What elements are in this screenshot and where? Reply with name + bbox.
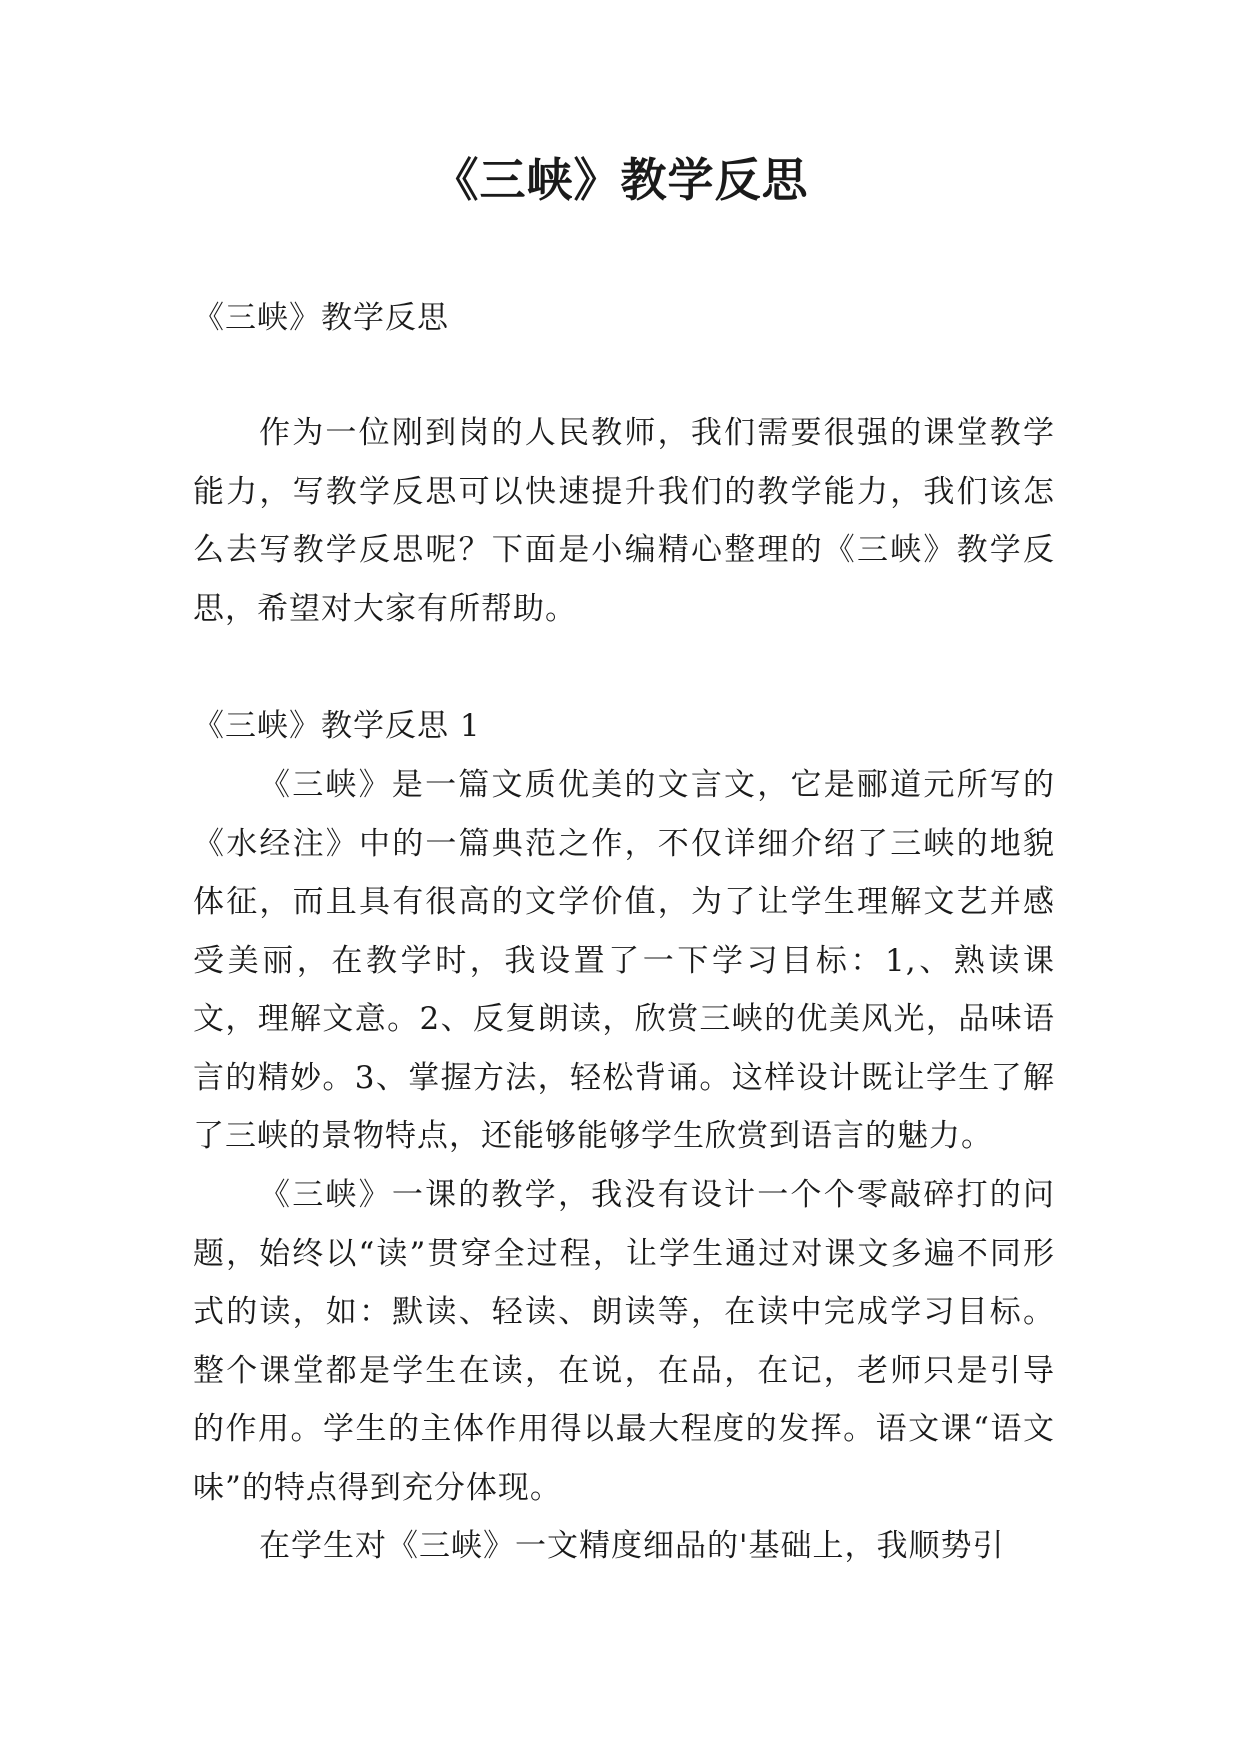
section-paragraph: 《三峡》是一篇文质优美的文言文，它是郦道元所写的《水经注》中的一篇典范之作，不仅详细介绍了三峡的地貌体征，而且具有很高的文学价值，为了让学生理解文艺并感受美丽，在教学时，我设置了一下学习目标：1,、熟读课文，理解文意。2、反复朗读，欣赏三峡的优美风光，品味语言的精妙。3、掌握方法，轻松背诵。这样设计既让学生了解了三峡的景物特点，还能够能够学生欣赏到语言的魅力。	[193, 767, 1055, 1154]
document-subtitle: 《三峡》教学反思	[193, 300, 449, 336]
document-title: 《三峡》教学反思	[432, 153, 809, 207]
section-paragraph: 《三峡》一课的教学，我没有设计一个个零敲碎打的问题，始终以“读”贯穿全过程，让学生通过对课文多遍不同形式的读，如：默读、轻读、朗读等，在读中完成学习目标。整个课堂都是学生在读，在说，在品，在记，老师只是引导的作用。学生的主体作用得以最大程度的发挥。语文课“语文味”的特点得到充分体现。	[193, 1177, 1055, 1506]
intro-paragraph: 作为一位刚到岗的人民教师，我们需要很强的课堂教学能力，写教学反思可以快速提升我们的教学能力，我们该怎么去写教学反思呢？下面是小编精心整理的《三峡》教学反思，希望对大家有所帮助。	[193, 415, 1055, 627]
section-paragraph: 在学生对《三峡》一文精度细品的'基础上，我顺势引	[259, 1528, 1005, 1564]
section-heading: 《三峡》教学反思 1	[193, 708, 481, 744]
